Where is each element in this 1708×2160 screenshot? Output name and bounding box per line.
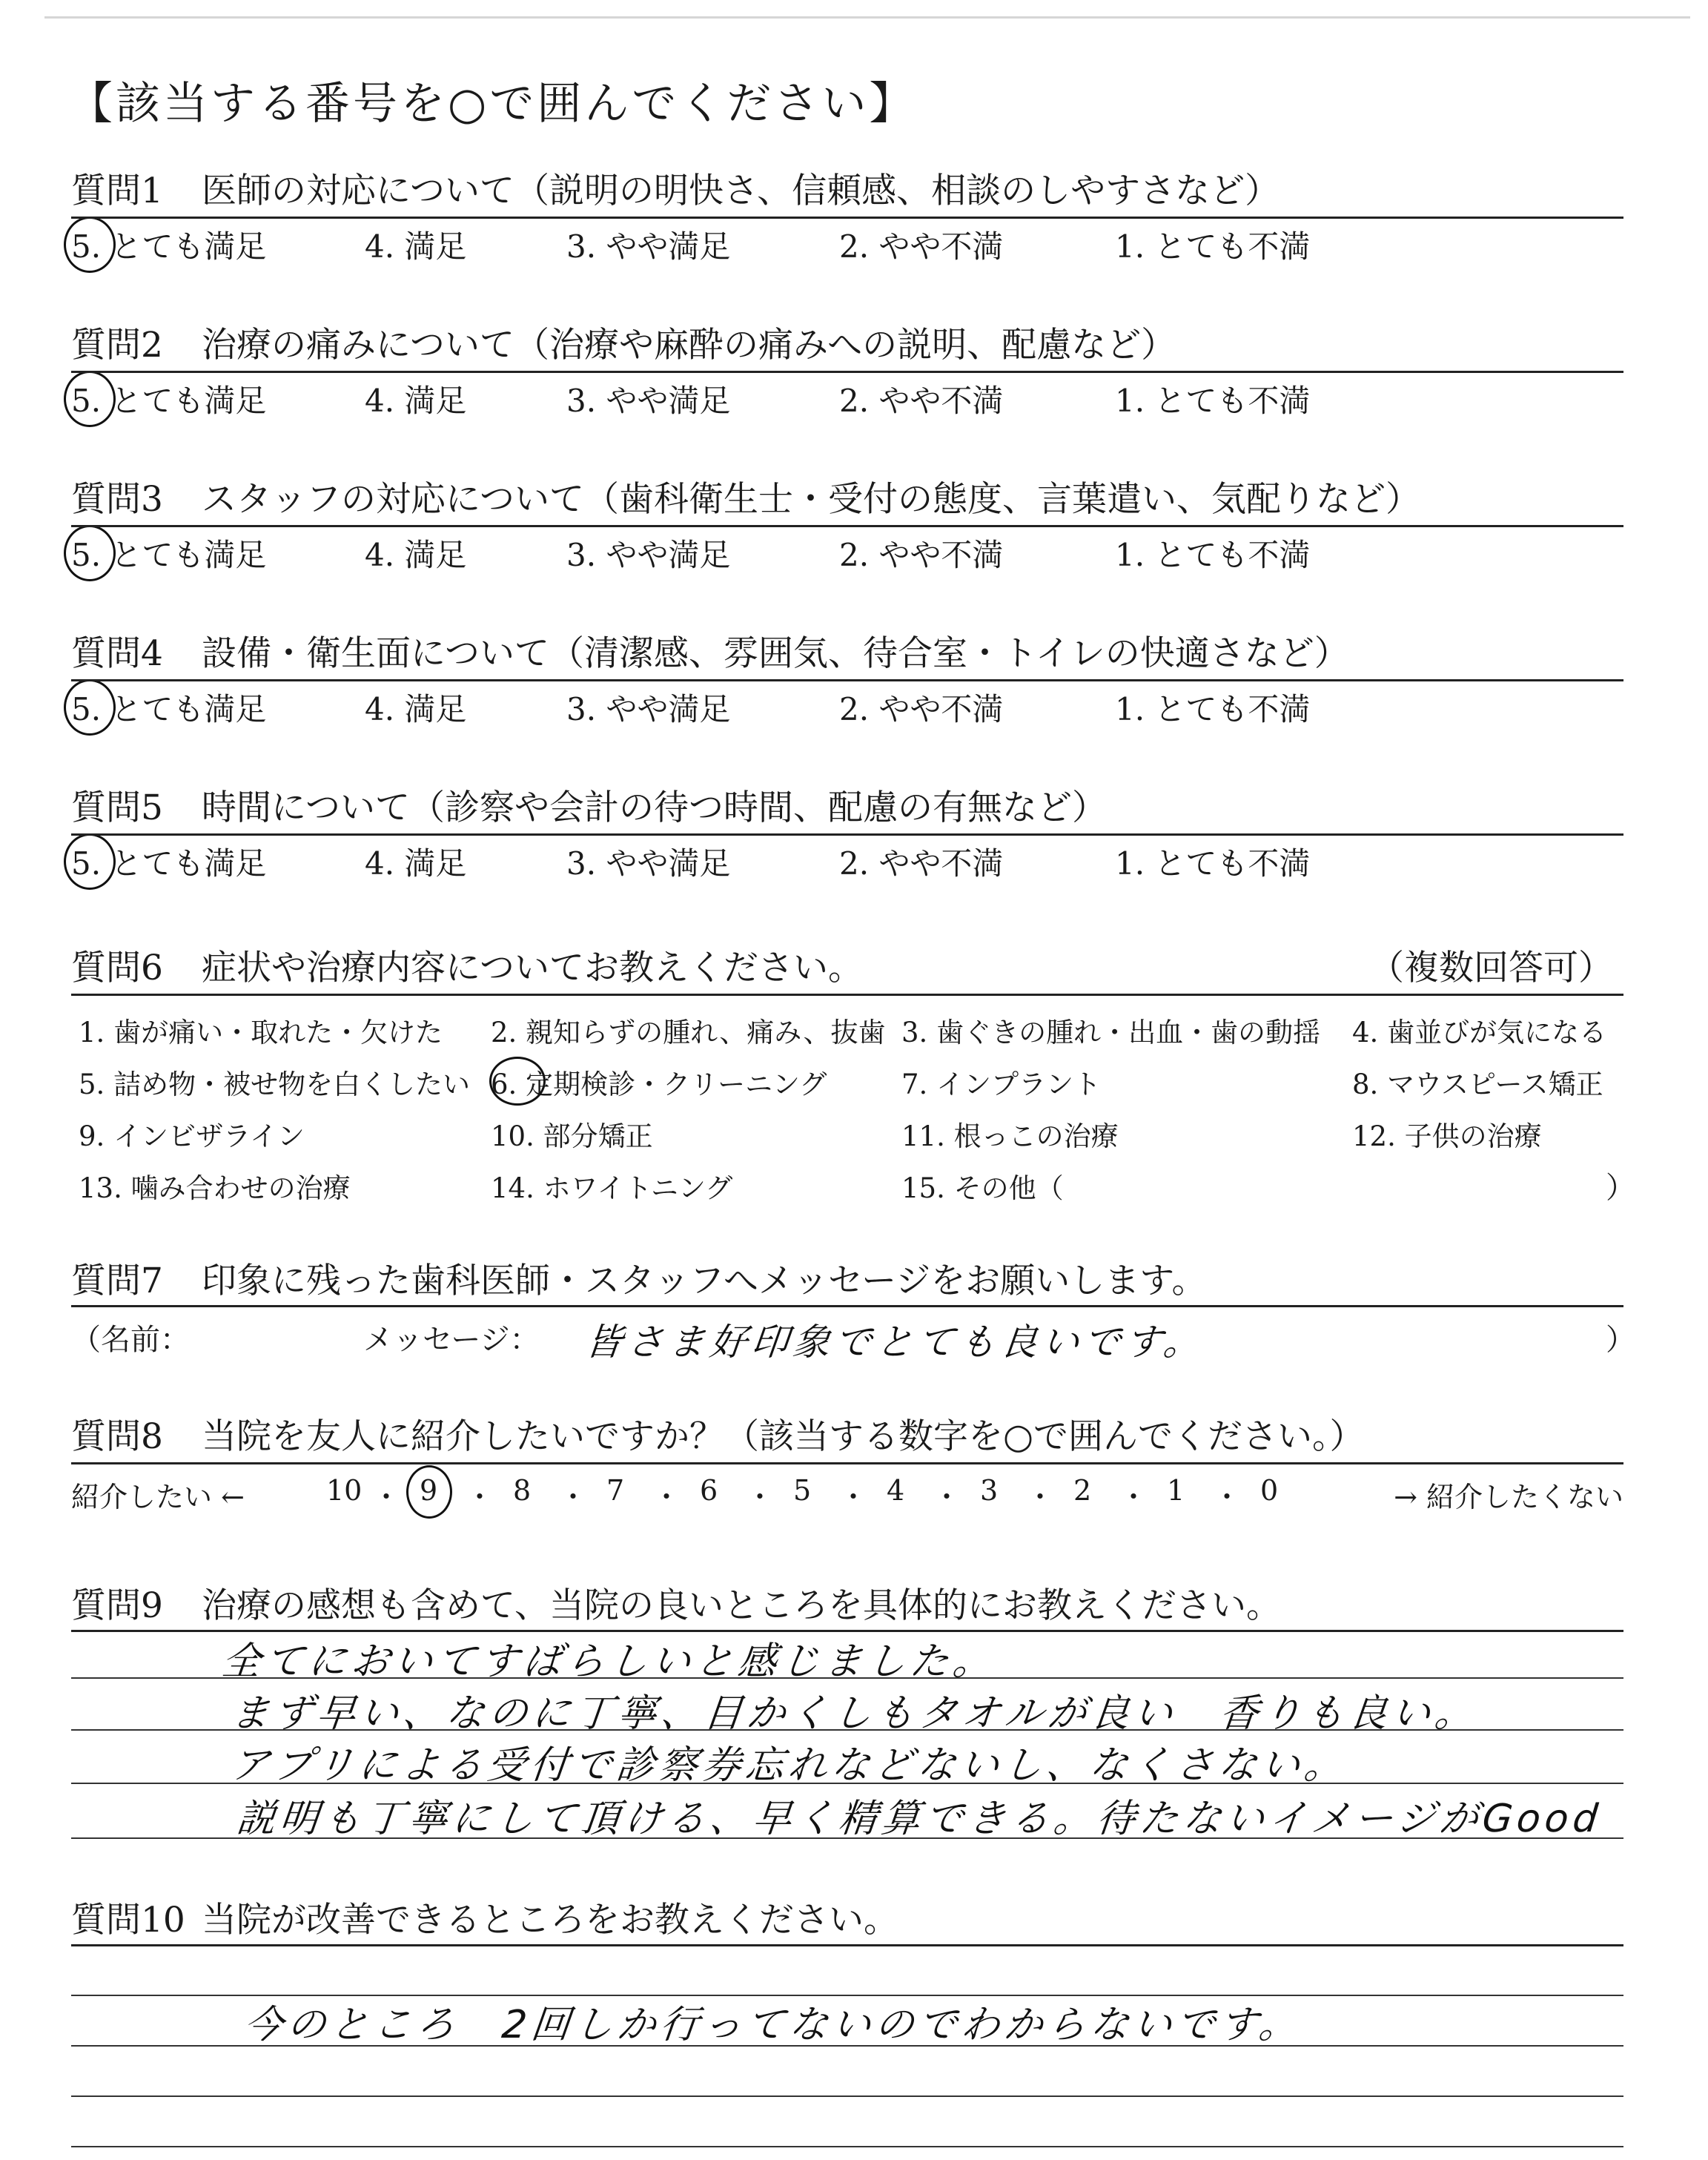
question-2-title (71, 317, 1623, 369)
question-10 (71, 1892, 1623, 1944)
q6-options-grid (71, 1010, 1623, 1218)
page-title: 【該当する番号を○で囲んでください】 (68, 78, 917, 130)
referral-scale (71, 1474, 1623, 1519)
rating-option-4[interactable]: 4. 満足 (365, 228, 467, 265)
scale-separator: ・ (746, 1481, 775, 1513)
q9-answer-line-1: 全てにおいてすばらしいと感じました。 (219, 1639, 999, 1684)
question-text: 時間について（診察や会計の待つ時間、配慮の有無など） (202, 787, 1108, 828)
rating-option-5[interactable]: 5. とても満足 (71, 228, 267, 265)
rating-option-1[interactable]: 1. とても不満 (1115, 228, 1311, 265)
rating-option-2[interactable]: 2. やや不満 (839, 228, 1004, 265)
q6-option-11[interactable]: 11. 根っこの治療 (901, 1120, 1119, 1152)
rating-option-1[interactable]: 1. とても不満 (1115, 537, 1311, 573)
question-4-rule (71, 679, 1623, 681)
question-text: 当院を友人に紹介したいですか？（該当する数字を○で囲んでください。） (202, 1416, 1365, 1457)
top-rule (44, 16, 1690, 19)
q6-option-14[interactable]: 14. ホワイトニング (491, 1172, 733, 1204)
q6-option-10[interactable]: 10. 部分矯正 (491, 1120, 653, 1152)
scale-value-4[interactable]: 4 (887, 1474, 905, 1507)
question-number: 質問4 (71, 633, 163, 674)
scale-separator: ・ (839, 1481, 868, 1513)
question-3-rule (71, 525, 1623, 527)
question-8 (71, 1409, 1623, 1461)
rating-option-1[interactable]: 1. とても不満 (1115, 845, 1311, 882)
scale-value-1[interactable]: 1 (1167, 1474, 1185, 1507)
q9-answer-line-2: まず早い、なのに丁寧、目かくしもタオルが良い 香りも良い。 (228, 1691, 1480, 1736)
scale-value-6[interactable]: 6 (700, 1474, 718, 1507)
q10-answer: 今のところ 2回しか行ってないのでわからないです。 (242, 2003, 1305, 2047)
question-text: 医師の対応について（説明の明快さ、信頼感、相談のしやすさなど） (202, 171, 1280, 211)
scale-separator: ・ (652, 1481, 681, 1513)
handwritten-message: 皆さま好印象でとても良いです。 (583, 1321, 1208, 1364)
rating-option-5[interactable]: 5. とても満足 (71, 691, 267, 727)
question-6-rule (71, 994, 1623, 996)
question-number: 質問6 (71, 948, 163, 988)
question-text: 治療の感想も含めて、当院の良いところを具体的にお教えください。 (202, 1585, 1282, 1626)
scale-value-8[interactable]: 8 (513, 1474, 532, 1507)
q6-option-12[interactable]: 12. 子供の治療 (1352, 1120, 1542, 1152)
q6-option-1[interactable]: 1. 歯が痛い・取れた・欠けた (79, 1017, 443, 1048)
scale-separator: ・ (1213, 1481, 1242, 1513)
question-5-title (71, 780, 1623, 832)
question-5-rule (71, 833, 1623, 836)
name-label: （名前： (71, 1323, 190, 1357)
selected-circle (64, 679, 116, 736)
q6-other-close-paren: ） (1606, 1171, 1635, 1205)
rating-options (71, 377, 1623, 424)
q6-option-3[interactable]: 3. 歯ぐきの腫れ・出血・歯の動揺 (901, 1017, 1321, 1048)
question-text: 設備・衛生面について（清潔感、雰囲気、待合室・トイレの快適さなど） (202, 633, 1349, 674)
selected-circle (64, 371, 116, 427)
question-9 (71, 1578, 1623, 1630)
question-text: 当院が改善できるところをお教えください。 (202, 1900, 898, 1941)
scale-right-label: → 紹介したくない (1394, 1481, 1623, 1513)
scale-separator: ・ (933, 1481, 961, 1513)
scale-value-10[interactable]: 10 (326, 1474, 363, 1507)
question-text: 印象に残った歯科医師・スタッフへメッセージをお願いします。 (202, 1261, 1207, 1301)
question-6 (71, 940, 1623, 992)
scale-separator: ・ (372, 1481, 401, 1513)
selected-circle (64, 833, 116, 890)
question-3-title (71, 472, 1623, 524)
q6-option-7[interactable]: 7. インプラント (901, 1069, 1102, 1100)
scale-value-3[interactable]: 3 (980, 1474, 999, 1507)
question-text: スタッフの対応について（歯科衛生士・受付の態度、言葉遣い、気配りなど） (202, 479, 1421, 520)
q9-answer-line-4: 説明も丁寧にして頂ける、早く精算できる。待たないイメージがGood (234, 1797, 1604, 1841)
scale-left-label: 紹介したい ← (71, 1481, 245, 1513)
rating-option-1[interactable]: 1. とても不満 (1115, 383, 1311, 419)
question-4-title (71, 626, 1623, 678)
q6-option-13[interactable]: 13. 噛み合わせの治療 (79, 1172, 351, 1204)
q6-option-8[interactable]: 8. マウスピース矯正 (1352, 1069, 1603, 1100)
rating-option-5[interactable]: 5. とても満足 (71, 845, 267, 882)
question-number: 質問1 (71, 171, 163, 211)
scale-separator: ・ (559, 1481, 588, 1513)
question-9-title (71, 1578, 1623, 1630)
rating-option-3[interactable]: 3. やや満足 (566, 228, 731, 265)
answer-line (71, 2146, 1623, 2147)
rating-option-4[interactable]: 4. 満足 (365, 537, 467, 573)
question-text: 症状や治療内容についてお教えください。 (202, 948, 864, 988)
rating-options (71, 685, 1623, 733)
message-label: メッセージ： (363, 1323, 540, 1357)
rating-option-2[interactable]: 2. やや不満 (839, 845, 1004, 882)
q6-option-4[interactable]: 4. 歯並びが気になる (1352, 1017, 1607, 1048)
rating-options (71, 222, 1623, 270)
question-7 (71, 1253, 1623, 1305)
q6-option-5[interactable]: 5. 詰め物・被せ物を白くしたい (79, 1069, 471, 1100)
question-8-rule (71, 1462, 1623, 1464)
selected-circle (64, 525, 116, 581)
question-number: 質問3 (71, 479, 163, 520)
selected-circle (64, 217, 116, 273)
rating-option-5[interactable]: 5. とても満足 (71, 537, 267, 573)
question-1-title (71, 163, 1623, 215)
scale-separator: ・ (466, 1481, 494, 1513)
q6-option-15[interactable]: 15. その他（ (901, 1172, 1064, 1204)
q6-option-2[interactable]: 2. 親知らずの腫れ、痛み、抜歯 (491, 1017, 886, 1048)
scale-selected-circle (406, 1465, 452, 1519)
rating-options (71, 839, 1623, 887)
rating-option-3[interactable]: 3. やや満足 (566, 383, 731, 419)
question-10-title (71, 1892, 1623, 1944)
rating-option-4[interactable]: 4. 満足 (365, 845, 467, 882)
rating-option-4[interactable]: 4. 満足 (365, 383, 467, 419)
q6-selected-circle (489, 1057, 546, 1106)
question-number: 質問5 (71, 787, 163, 828)
rating-option-1[interactable]: 1. とても不満 (1115, 691, 1311, 727)
question-2-rule (71, 371, 1623, 373)
q7-close-paren: ） (1606, 1323, 1635, 1357)
question-number: 質問10 (71, 1900, 185, 1941)
rating-option-2[interactable]: 2. やや不満 (839, 537, 1004, 573)
question-7-rule (71, 1305, 1623, 1307)
scale-separator: ・ (1119, 1481, 1148, 1513)
question-6-title (71, 940, 1623, 992)
question-text: 治療の痛みについて（治療や麻酔の痛みへの説明、配慮など） (202, 325, 1176, 366)
rating-option-4[interactable]: 4. 満足 (365, 691, 467, 727)
rating-option-3[interactable]: 3. やや満足 (566, 845, 731, 882)
q9-answer-line-3: アプリによる受付で診察券忘れなどないし、なくさない。 (228, 1743, 1350, 1788)
rating-option-3[interactable]: 3. やや満足 (566, 537, 731, 573)
question-number: 質問2 (71, 325, 163, 366)
question-number: 質問9 (71, 1585, 163, 1626)
question-10-rule (71, 1944, 1623, 1946)
rating-option-2[interactable]: 2. やや不満 (839, 383, 1004, 419)
rating-option-3[interactable]: 3. やや満足 (566, 691, 731, 727)
scale-value-0[interactable]: 0 (1260, 1474, 1279, 1507)
question-number: 質問7 (71, 1261, 163, 1301)
q6-option-9[interactable]: 9. インビザライン (79, 1120, 305, 1152)
scale-value-9[interactable]: 9 (420, 1474, 438, 1507)
scale-value-7[interactable]: 7 (606, 1474, 625, 1507)
scale-separator: ・ (1026, 1481, 1055, 1513)
question-7-title (71, 1253, 1623, 1305)
multiple-answers-note: （複数回答可） (1369, 948, 1613, 988)
scale-value-5[interactable]: 5 (793, 1474, 812, 1507)
scale-value-2[interactable]: 2 (1073, 1474, 1092, 1507)
rating-option-5[interactable]: 5. とても満足 (71, 383, 267, 419)
question-number: 質問8 (71, 1416, 163, 1457)
question-1-rule (71, 217, 1623, 219)
question-8-title (71, 1409, 1623, 1461)
answer-line (71, 2095, 1623, 2097)
rating-option-2[interactable]: 2. やや不満 (839, 691, 1004, 727)
rating-options (71, 531, 1623, 578)
q6-option-6[interactable]: 6. 定期検診・クリーニング (491, 1069, 827, 1100)
